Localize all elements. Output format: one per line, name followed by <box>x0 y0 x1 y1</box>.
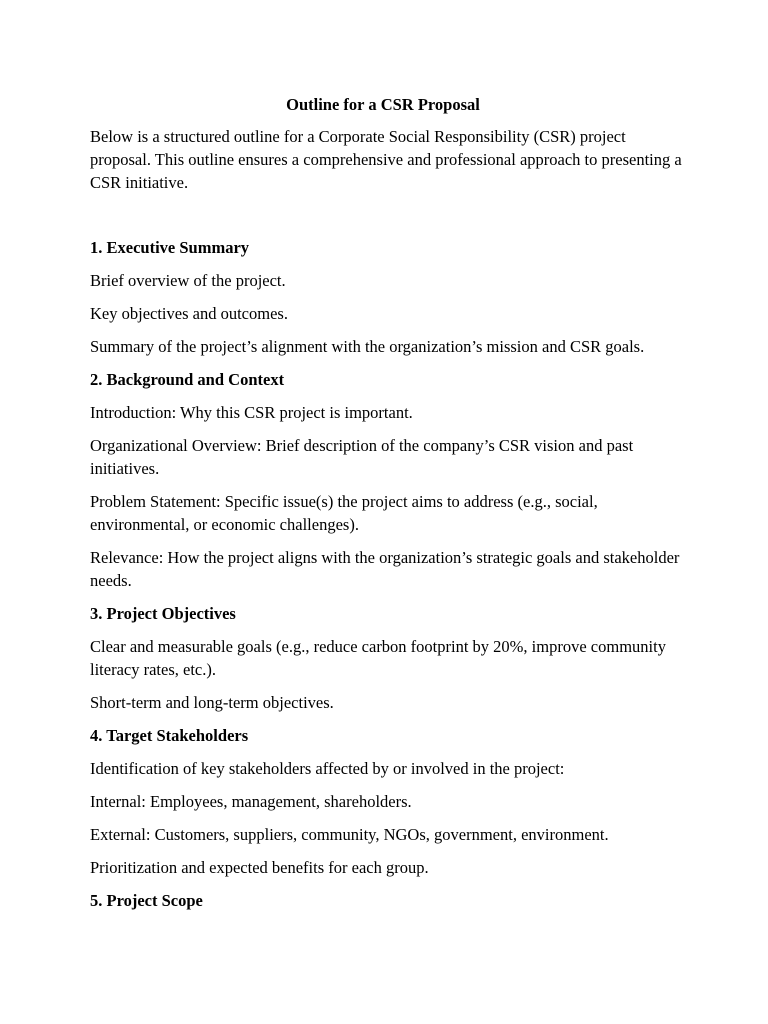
section-item: Problem Statement: Specific issue(s) the project aims to address (e.g., social, environmental, or economic challenges). <box>90 492 598 534</box>
section-item: Identification of key stakeholders affected by or involved in the project: <box>90 759 565 778</box>
section-item: Introduction: Why this CSR project is important. <box>90 403 413 422</box>
intro-paragraph: Below is a structured outline for a Corporate Social Responsibility (CSR) project proposal. This outline ensures a comprehensive and professional approach to presenting a CSR initiative. <box>90 127 682 192</box>
section-item: Clear and measurable goals (e.g., reduce carbon footprint by 20%, improve community literacy rates, etc.). <box>90 637 666 679</box>
section-item: Prioritization and expected benefits for each group. <box>90 858 429 877</box>
section-project-objectives <box>90 602 690 714</box>
document-title: Outline for a CSR Proposal <box>286 95 480 114</box>
section-item: Relevance: How the project aligns with the organization’s strategic goals and stakeholder needs. <box>90 548 680 590</box>
section-heading: 4. Target Stakeholders <box>90 726 249 745</box>
section-target-stakeholders <box>90 724 690 879</box>
section-project-scope <box>90 889 690 912</box>
section-item: Summary of the project’s alignment with the organization’s mission and CSR goals. <box>90 337 645 356</box>
section-item: Short-term and long-term objectives. <box>90 693 334 712</box>
section-heading: 5. Project Scope <box>90 891 203 910</box>
document-page <box>90 93 690 922</box>
section-heading: 1. Executive Summary <box>90 238 250 257</box>
section-executive-summary <box>90 236 690 358</box>
section-item: External: Customers, suppliers, community, NGOs, government, environment. <box>90 825 609 844</box>
section-item: Brief overview of the project. <box>90 271 286 290</box>
section-heading: 3. Project Objectives <box>90 604 236 623</box>
section-background-and-context <box>90 368 690 592</box>
section-item: Internal: Employees, management, shareholders. <box>90 792 412 811</box>
section-item: Organizational Overview: Brief description of the company’s CSR vision and past initiatives. <box>90 436 634 478</box>
section-heading: 2. Background and Context <box>90 370 285 389</box>
section-item: Key objectives and outcomes. <box>90 304 288 323</box>
